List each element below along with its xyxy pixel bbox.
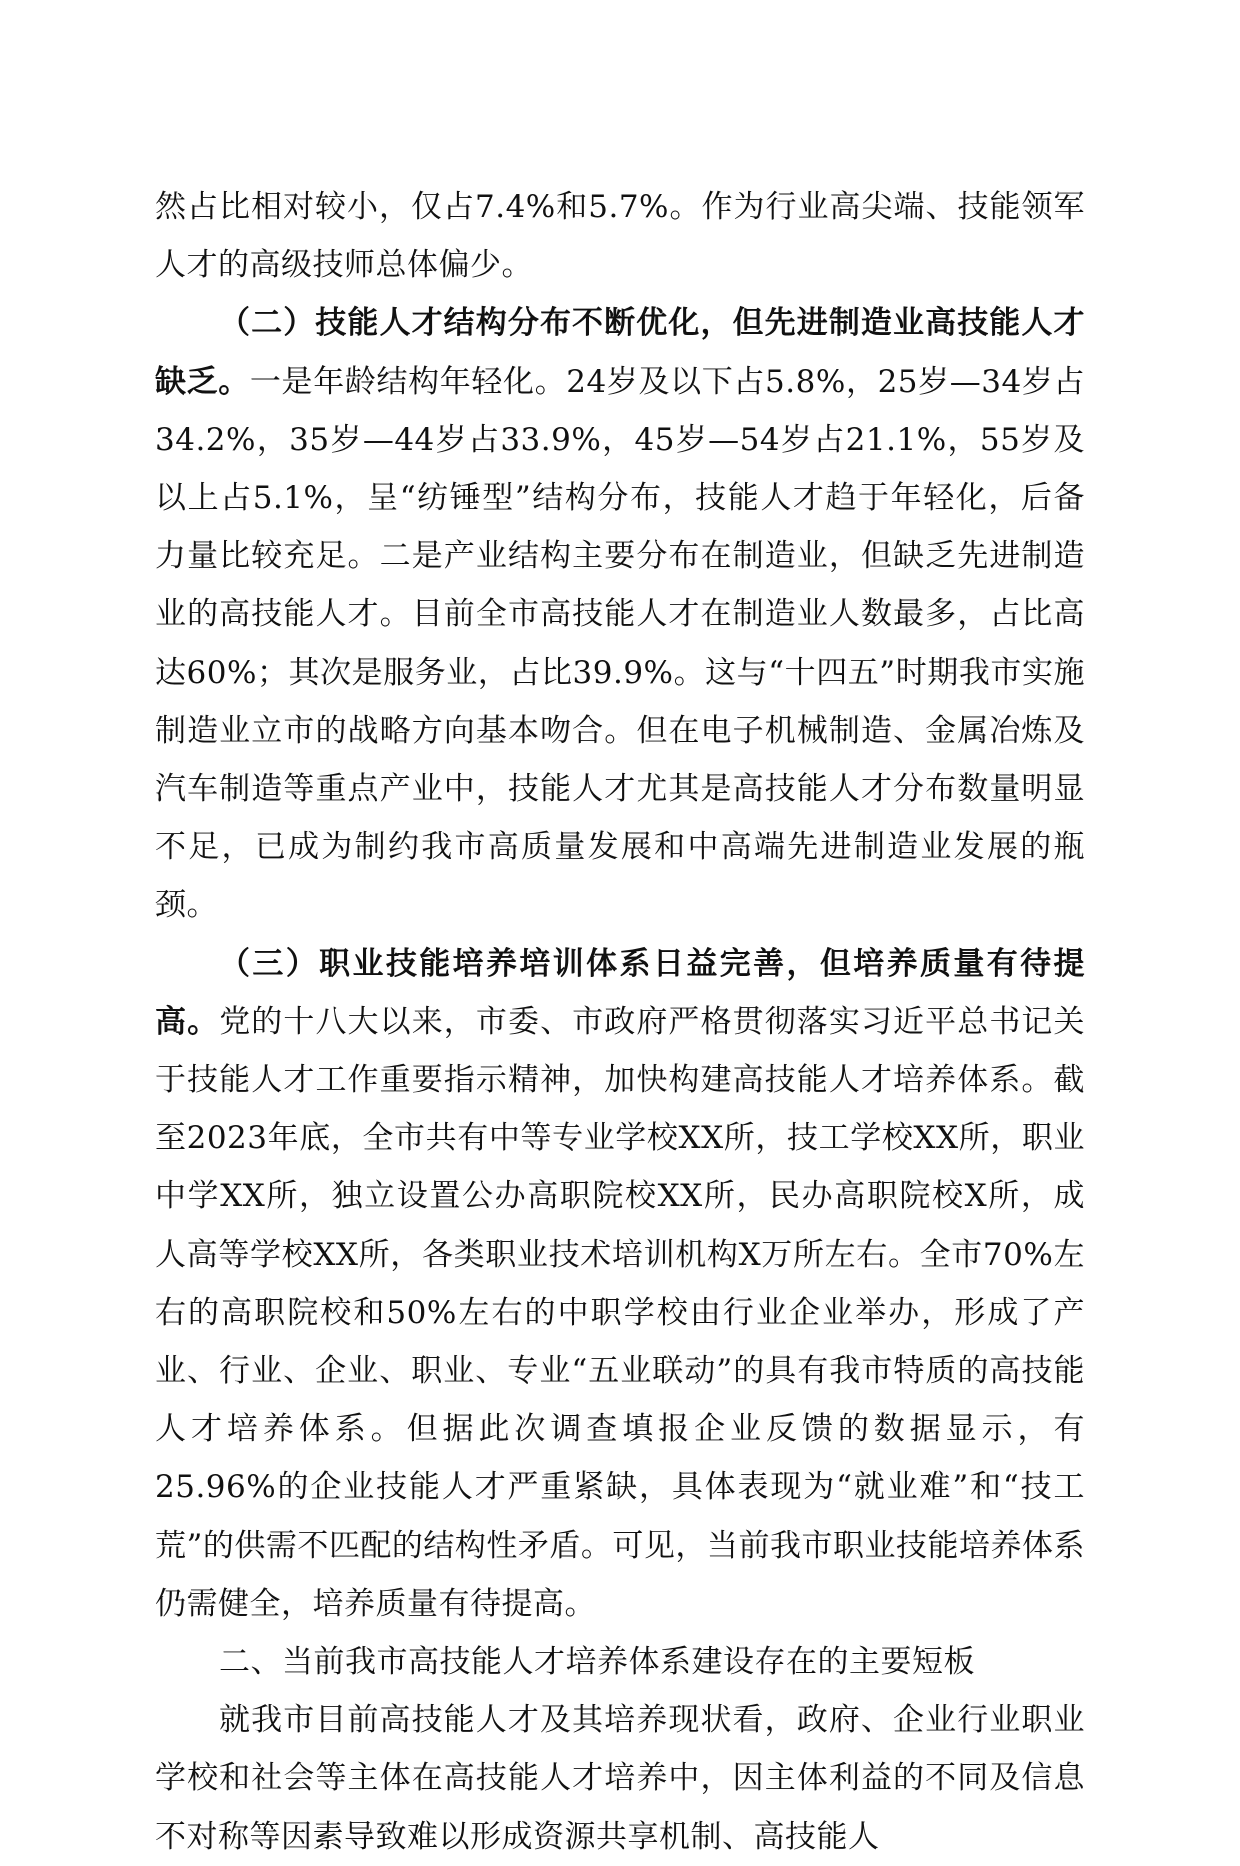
paragraph-continuation: 然占比相对较小，仅占7.4%和5.7%。作为行业高尖端、技能领军人才的高级技师总体偏少。 — [155, 189, 1085, 284]
section-heading-3: （三）职业技能培养培训体系日益完善，但培养质量有待提高。 — [155, 945, 1085, 1040]
paragraph-training-body: 党的十八大以来，市委、市政府严格贯彻落实习近平总书记关于技能人才工作重要指示精神，加快构建高技能人才培养体系。截至2023年底，全市共有中等专业学校XX所，技工学校XX所，职业中学XX所，独立设置公办高职院校XX所，民办高职院校X所，成人高等学校XX所，各类职业技术培训机构X万所左右。全市70%左右的高职院校和50%左右的中职学校由行业企业举办，形成了产业、行业、企业、职业、专业“五业联动”的具有我市特质的高技能人才培养体系。但据此次调查填报企业反馈的数据显示，有25.96%的企业技能人才严重紧缺，具体表现为“就业难”和“技工荒”的供需不匹配的结构性矛盾。可见，当前我市职业技能培养体系仍需健全，培养质量有待提高。 — [155, 1003, 1086, 1622]
paragraph-training — [155, 935, 1085, 1633]
paragraph-shortcomings: 就我市目前高技能人才及其培养现状看，政府、企业行业职业学校和社会等主体在高技能人才培养中，因主体利益的不同及信息不对称等因素导致难以形成资源共享机制、高技能人 — [155, 1702, 1085, 1855]
paragraph-structure — [155, 294, 1085, 934]
chapter-heading-2: 二、当前我市高技能人才培养体系建设存在的主要短板 — [219, 1644, 975, 1681]
section-heading-2: （二）技能人才结构分布不断优化，但先进制造业高技能人才缺乏。 — [155, 305, 1085, 400]
document-body — [155, 178, 1085, 1866]
paragraph-structure-body: 一是年龄结构年轻化。24岁及以下占5.8%，25岁—34岁占34.2%，35岁—44岁占33.9%，45岁—54岁占21.1%，55岁及以上占5.1%，呈“纺锤型”结构分布，技能人才趋于年轻化，后备力量比较充足。二是产业结构主要分布在制造业，但缺乏先进制造业的高技能人才。目前全市高技能人才在制造业人数最多，占比高达60%；其次是服务业，占比39.9%。这与“十四五”时期我市实施制造业立市的战略方向基本吻合。但在电子机械制造、金属冶炼及汽车制造等重点产业中，技能人才尤其是高技能人才分布数量明显不足，已成为制约我市高质量发展和中高端先进制造业发展的瓶颈。 — [155, 363, 1086, 924]
